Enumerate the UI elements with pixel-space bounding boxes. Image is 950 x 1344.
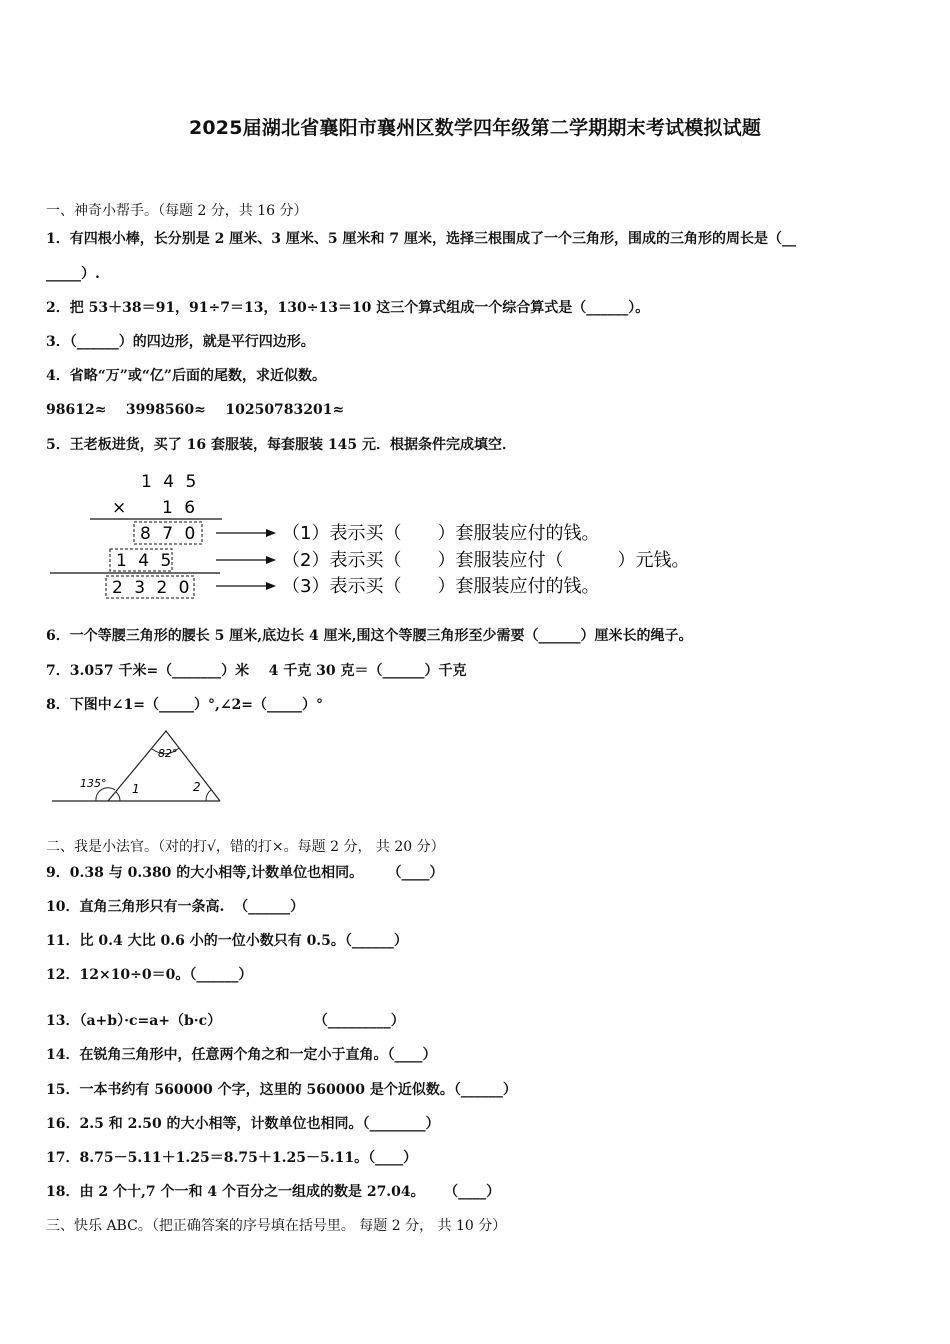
label-3: （3）表示买（ ）套服装应付的钱。 (282, 576, 600, 597)
question-2: 2．把 53＋38＝91，91÷7＝13，130÷13＝10 这三个算式组成一个综合算式是（______）。 (46, 300, 650, 316)
product: 2 3 2 0 (112, 578, 193, 598)
question-7: 7．3.057 千米=（_______）米 4 千克 30 克＝（______）千克 (46, 663, 467, 679)
partial-product-2: 1 4 5 (116, 551, 175, 571)
triangle-figure (48, 725, 238, 810)
question-1-line-1: 1．有四根小棒，长分别是 2 厘米、3 厘米、5 厘米和 7 厘米，选择三根围成了一个三角形，围成的三角形的周长是（__ (46, 231, 796, 247)
question-15: 15．一本书约有 560000 个字，这里的 560000 是个近似数。（______） (46, 1082, 517, 1098)
triangle-sides (108, 731, 220, 801)
question-13: 13．（a+b）·c=a+（b·c） （_________） (46, 1013, 405, 1029)
page-title: 2025届湖北省襄阳市襄州区数学四年级第二学期期末考试模拟试题 (188, 117, 762, 139)
question-11: 11．比 0.4 大比 0.6 小的一位小数只有 0.5。（______） (46, 933, 408, 949)
times-sign: × (112, 498, 127, 518)
arrow-head-1 (266, 529, 276, 537)
label-1: （1）表示买（ ）套服装应付的钱。 (282, 523, 600, 544)
question-9: 9．0.38 与 0.380 的大小相等,计数单位也相同。 （____） (46, 865, 444, 881)
section-2-heading: 二、我是小法官。（对的打√，错的打×。每题 2 分， 共 20 分） (46, 839, 445, 855)
question-6: 6．一个等腰三角形的腰长 5 厘米,底边长 4 厘米,围这个等腰三角形至少需要（______）厘米长的绳子。 (46, 628, 693, 644)
multiplication-figure (40, 466, 740, 606)
question-16: 16．2.5 和 2.50 的大小相等，计数单位也相同。（________） (46, 1116, 440, 1132)
exterior-angle-label: 135° (80, 777, 107, 790)
arrow-head-2 (266, 556, 276, 564)
angle-2-label: 2 (193, 780, 201, 794)
question-3: 3．（______）的四边形，就是平行四边形。 (46, 334, 315, 350)
top-angle-label: 82° (158, 747, 178, 760)
multiplier: 1 6 (162, 498, 199, 518)
angle-2-arc (206, 790, 211, 801)
question-8: 8．下图中∠1=（_____）°,∠2=（_____）° (46, 697, 324, 713)
angle-1-label: 1 (132, 782, 140, 796)
question-12: 12．12×10÷0＝0。（______） (46, 967, 253, 983)
question-5: 5．王老板进货，买了 16 套服装，每套服装 145 元．根据条件完成填空． (46, 437, 516, 453)
question-10: 10．直角三角形只有一条高. （______） (46, 899, 305, 915)
question-1-line-2: _____）. (46, 266, 100, 282)
multiplicand: 1 4 5 (141, 472, 200, 492)
section-3-heading: 三、快乐 ABC。（把正确答案的序号填在括号里。 每题 2 分， 共 10 分） (46, 1218, 507, 1234)
label-2: （2）表示买（ ）套服装应付（ ）元钱。 (282, 550, 690, 571)
partial-product-1: 8 7 0 (140, 524, 199, 544)
question-4-items: 98612≈ 3998560≈ 10250783201≈ (46, 402, 345, 418)
question-18: 18．由 2 个十,7 个一和 4 个百分之一组成的数是 27.04。 （____） (46, 1184, 501, 1200)
section-1-heading: 一、神奇小帮手。（每题 2 分，共 16 分） (46, 203, 308, 219)
question-4: 4．省略“万”或“亿”后面的尾数，求近似数。 (46, 368, 326, 384)
angle-1-arc (116, 792, 120, 801)
question-17: 17．8.75－5.11＋1.25＝8.75＋1.25－5.11。（____） (46, 1150, 418, 1166)
arrow-head-3 (266, 582, 276, 590)
question-14: 14．在锐角三角形中，任意两个角之和一定小于直角。（____） (46, 1047, 437, 1063)
